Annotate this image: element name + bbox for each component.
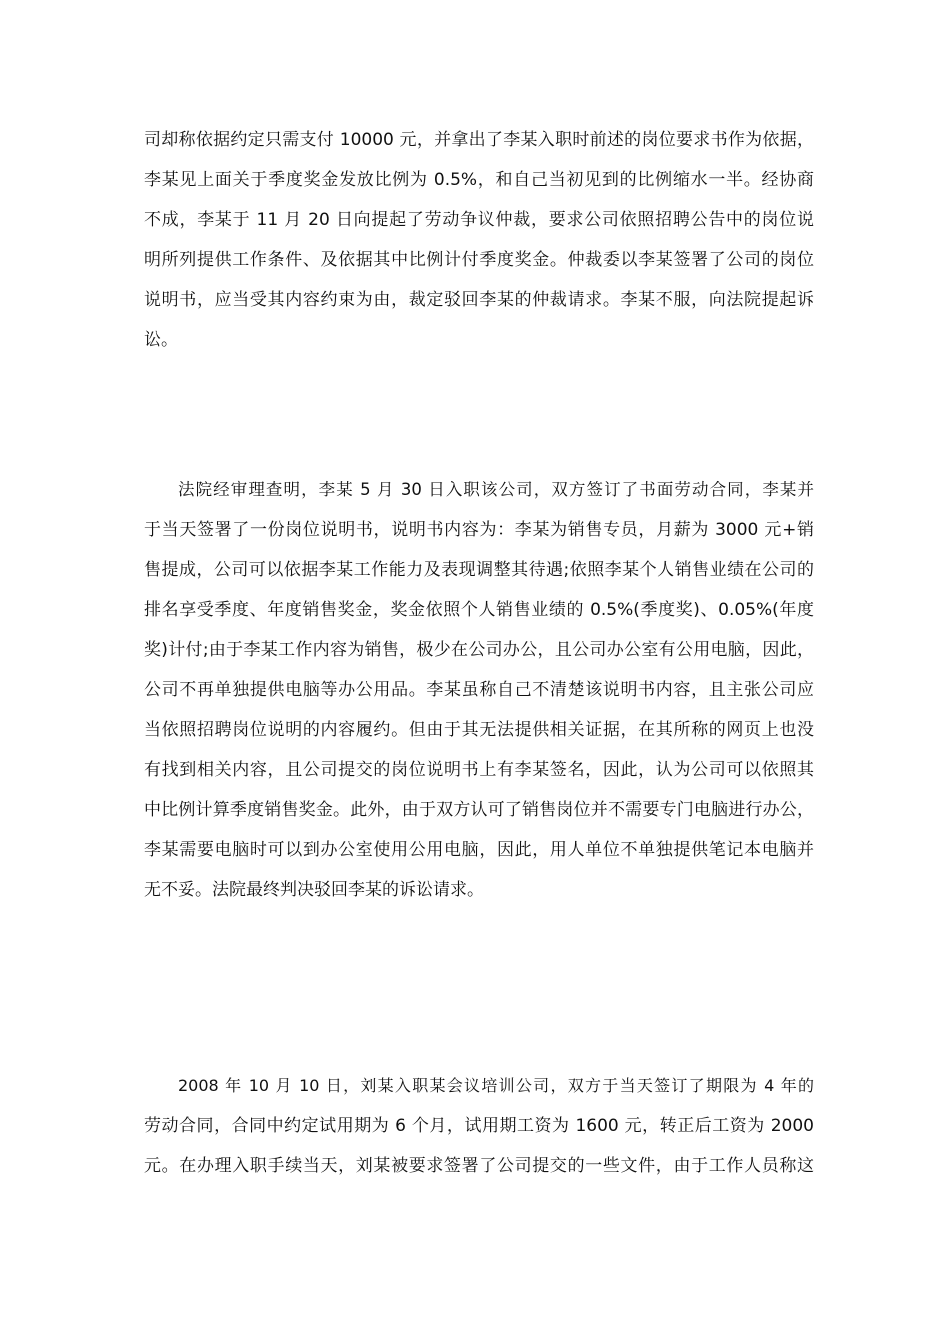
text-line: 元。在办理入职手续当天，刘某被要求签署了公司提交的一些文件，由于工作人员称这 xyxy=(144,1156,814,1176)
text-line: 中比例计算季度销售奖金。此外，由于双方认可了销售岗位并不需要专门电脑进行办公， xyxy=(144,800,814,820)
text-line: 不成，李某于 11 月 20 日向提起了劳动争议仲裁，要求公司依照招聘公告中的岗位说 xyxy=(144,210,814,230)
paragraph-1 xyxy=(144,120,814,360)
text-line: 李某见上面关于季度奖金发放比例为 0.5%，和自己当初见到的比例缩水一半。经协商 xyxy=(144,170,814,190)
text-line: 劳动合同，合同中约定试用期为 6 个月，试用期工资为 1600 元，转正后工资为 2000 xyxy=(144,1116,814,1136)
text-line: 公司不再单独提供电脑等办公用品。李某虽称自己不清楚该说明书内容，且主张公司应 xyxy=(144,680,814,700)
text-line: 于当天签署了一份岗位说明书，说明书内容为：李某为销售专员，月薪为 3000 元+销 xyxy=(144,520,814,540)
text-line: 当依照招聘岗位说明的内容履约。但由于其无法提供相关证据，在其所称的网页上也没 xyxy=(144,720,814,740)
text-line: 李某需要电脑时可以到办公室使用公用电脑，因此，用人单位不单独提供笔记本电脑并 xyxy=(144,840,814,860)
text-line: 2008 年 10 月 10 日，刘某入职某会议培训公司，双方于当天签订了期限为 4 年的 xyxy=(178,1076,814,1095)
text-line: 排名享受季度、年度销售奖金，奖金依照个人销售业绩的 0.5%(季度奖)、0.05%(年度 xyxy=(144,600,814,620)
text-line: 有找到相关内容，且公司提交的岗位说明书上有李某签名，因此，认为公司可以依照其 xyxy=(144,760,814,780)
text-line: 明所列提供工作条件、及依据其中比例计付季度奖金。仲裁委以李某签署了公司的岗位 xyxy=(144,250,814,270)
text-line: 说明书，应当受其内容约束为由，裁定驳回李某的仲裁请求。李某不服，向法院提起诉 xyxy=(144,290,814,310)
text-line: 讼。 xyxy=(144,330,178,350)
text-line: 司却称依据约定只需支付 10000 元，并拿出了李某入职时前述的岗位要求书作为依据， xyxy=(144,130,814,150)
text-line: 法院经审理查明，李某 5 月 30 日入职该公司，双方签订了书面劳动合同，李某并 xyxy=(178,480,814,499)
text-line: 无不妥。法院最终判决驳回李某的诉讼请求。 xyxy=(144,880,484,900)
paragraph-3 xyxy=(144,1066,814,1186)
paragraph-2 xyxy=(144,470,814,910)
text-line: 奖)计付;由于李某工作内容为销售，极少在公司办公，且公司办公室有公用电脑，因此， xyxy=(144,640,814,660)
text-line: 售提成，公司可以依据李某工作能力及表现调整其待遇;依照李某个人销售业绩在公司的 xyxy=(144,560,814,580)
